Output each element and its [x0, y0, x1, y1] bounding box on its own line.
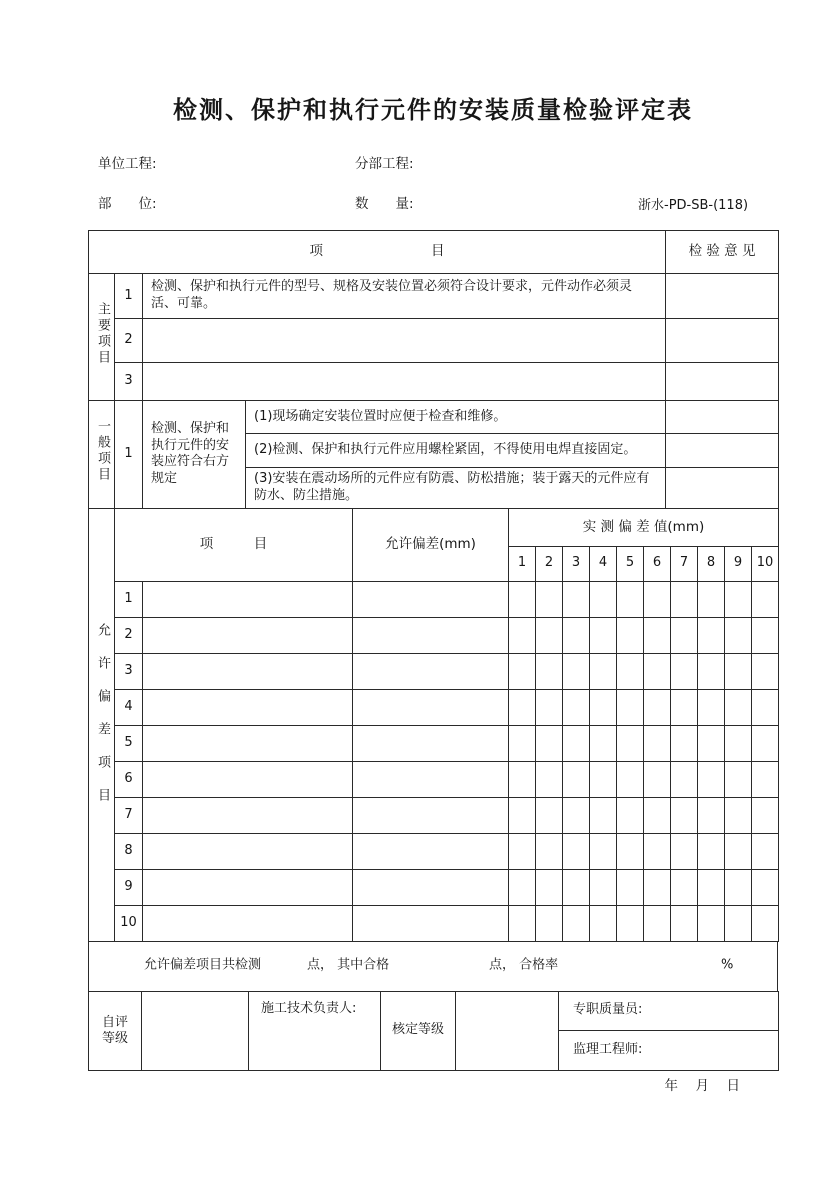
- summary-row: [89, 941, 778, 991]
- unit-project-label: 单位工程:: [98, 156, 157, 172]
- measure-cell: [671, 581, 698, 617]
- measure-cell: [752, 689, 779, 725]
- allowed-deviation-header: 允许偏差(mm): [353, 508, 509, 581]
- measure-cell: [725, 833, 752, 869]
- deviation-item-header: 项 目: [115, 508, 353, 581]
- summary-text-4: %: [721, 957, 734, 973]
- measure-cell: [509, 689, 536, 725]
- opinion-cell: [666, 274, 779, 319]
- allowed-deviation-cell: [353, 689, 509, 725]
- measure-cell: [536, 833, 563, 869]
- measure-col-header: 5: [617, 546, 644, 581]
- measure-cell: [671, 869, 698, 905]
- measure-cell: [671, 689, 698, 725]
- measure-cell: [752, 617, 779, 653]
- measure-cell: [698, 833, 725, 869]
- measured-deviation-header: 实 测 偏 差 值(mm): [509, 508, 779, 546]
- measure-cell: [563, 833, 590, 869]
- measure-cell: [671, 761, 698, 797]
- measure-cell: [752, 725, 779, 761]
- measure-cell: [671, 653, 698, 689]
- general-items-table: [88, 400, 779, 509]
- measure-cell: [563, 797, 590, 833]
- deviation-row-number: 5: [115, 725, 143, 761]
- deviation-item-cell: [143, 833, 353, 869]
- measure-cell: [725, 617, 752, 653]
- self-grade-label: 自评 等级: [89, 991, 142, 1070]
- measure-cell: [671, 833, 698, 869]
- measure-cell: [590, 905, 617, 941]
- measure-cell: [563, 725, 590, 761]
- measure-cell: [617, 725, 644, 761]
- deviation-row-number: 8: [115, 833, 143, 869]
- general-row-number: 1: [115, 401, 143, 509]
- allowed-deviation-cell: [353, 761, 509, 797]
- measure-col-header: 2: [536, 546, 563, 581]
- measure-cell: [617, 833, 644, 869]
- page-title: 检测、保护和执行元件的安装质量检验评定表: [173, 96, 693, 124]
- supervisor-label: 监理工程师:: [559, 1030, 779, 1070]
- deviation-row-number: 10: [115, 905, 143, 941]
- measure-cell: [563, 581, 590, 617]
- measure-cell: [617, 653, 644, 689]
- main-row-text: 检测、保护和执行元件的型号、规格及安装位置必须符合设计要求，元件动作必须灵活、可靠。: [143, 274, 666, 319]
- measure-cell: [536, 761, 563, 797]
- measure-cell: [671, 905, 698, 941]
- quantity-label: 数 量:: [355, 196, 414, 212]
- measure-col-header: 3: [563, 546, 590, 581]
- measure-cell: [644, 689, 671, 725]
- measure-cell: [509, 725, 536, 761]
- measure-cell: [509, 761, 536, 797]
- measure-cell: [644, 905, 671, 941]
- measure-cell: [563, 905, 590, 941]
- main-row-number: 3: [115, 363, 143, 401]
- measure-cell: [536, 725, 563, 761]
- allowed-deviation-cell: [353, 617, 509, 653]
- measure-cell: [617, 905, 644, 941]
- deviation-item-cell: [143, 869, 353, 905]
- deviation-row-number: 9: [115, 869, 143, 905]
- general-section-label: 一般项目: [89, 401, 115, 509]
- opinion-cell: [666, 401, 779, 434]
- measure-cell: [563, 869, 590, 905]
- measure-cell: [671, 617, 698, 653]
- opinion-cell: [666, 319, 779, 363]
- measure-cell: [590, 689, 617, 725]
- measure-cell: [617, 797, 644, 833]
- opinion-column-header: 检 验 意 见: [666, 231, 779, 274]
- summary-table: [88, 941, 778, 992]
- general-sub-item: (3)安装在震动场所的元件应有防震、防松措施；装于露天的元件应有防水、防尘措施。: [246, 468, 666, 509]
- deviation-item-cell: [143, 725, 353, 761]
- measure-cell: [725, 869, 752, 905]
- deviation-item-cell: [143, 689, 353, 725]
- measure-cell: [698, 617, 725, 653]
- main-items-table: [88, 230, 779, 401]
- deviation-item-cell: [143, 653, 353, 689]
- measure-cell: [536, 869, 563, 905]
- measure-cell: [536, 581, 563, 617]
- measure-cell: [590, 653, 617, 689]
- deviation-row-number: 2: [115, 617, 143, 653]
- measure-cell: [509, 581, 536, 617]
- measure-cell: [752, 653, 779, 689]
- deviation-item-cell: [143, 761, 353, 797]
- summary-text-1: 允许偏差项目共检测: [144, 957, 262, 973]
- tech-lead-label: 施工技术负责人:: [249, 991, 381, 1070]
- main-row-number: 1: [115, 274, 143, 319]
- measure-cell: [590, 725, 617, 761]
- measure-cell: [644, 725, 671, 761]
- main-section-label: 主要项目: [89, 274, 115, 401]
- main-row-text: [143, 363, 666, 401]
- allowed-deviation-cell: [353, 797, 509, 833]
- deviation-row-number: 1: [115, 581, 143, 617]
- deviation-table: [88, 508, 779, 942]
- deviation-row-number: 4: [115, 689, 143, 725]
- measure-cell: [725, 581, 752, 617]
- main-row-text: [143, 319, 666, 363]
- opinion-cell: [666, 434, 779, 468]
- allowed-deviation-cell: [353, 869, 509, 905]
- measure-cell: [617, 869, 644, 905]
- quality-officer-label: 专职质量员:: [559, 991, 779, 1030]
- opinion-cell: [666, 363, 779, 401]
- measure-cell: [644, 581, 671, 617]
- measure-cell: [698, 869, 725, 905]
- deviation-item-cell: [143, 905, 353, 941]
- measure-cell: [752, 869, 779, 905]
- measure-cell: [536, 905, 563, 941]
- measure-col-header: 1: [509, 546, 536, 581]
- measure-col-header: 8: [698, 546, 725, 581]
- deviation-row-number: 6: [115, 761, 143, 797]
- measure-cell: [752, 797, 779, 833]
- measure-cell: [644, 653, 671, 689]
- summary-text-2: 点， 其中合格: [307, 957, 390, 973]
- allowed-deviation-cell: [353, 581, 509, 617]
- general-sub-item: (1)现场确定安装位置时应便于检查和维修。: [246, 401, 666, 434]
- measure-cell: [671, 797, 698, 833]
- measure-cell: [617, 617, 644, 653]
- deviation-item-cell: [143, 617, 353, 653]
- inspection-table: [88, 230, 778, 1071]
- measure-cell: [617, 581, 644, 617]
- measure-cell: [698, 689, 725, 725]
- measure-cell: [590, 833, 617, 869]
- summary-text-3: 点， 合格率: [489, 957, 559, 973]
- general-row-desc: 检测、保护和执行元件的安装应符合右方规定: [143, 401, 246, 509]
- measure-cell: [617, 761, 644, 797]
- measure-cell: [509, 905, 536, 941]
- measure-cell: [725, 653, 752, 689]
- allowed-deviation-cell: [353, 725, 509, 761]
- measure-cell: [644, 869, 671, 905]
- deviation-item-cell: [143, 797, 353, 833]
- measure-cell: [644, 617, 671, 653]
- measure-cell: [563, 617, 590, 653]
- allowed-deviation-cell: [353, 653, 509, 689]
- measure-cell: [752, 833, 779, 869]
- measure-cell: [725, 905, 752, 941]
- measure-cell: [725, 797, 752, 833]
- measure-cell: [536, 797, 563, 833]
- deviation-item-cell: [143, 581, 353, 617]
- measure-cell: [536, 617, 563, 653]
- allowed-deviation-cell: [353, 905, 509, 941]
- measure-cell: [509, 797, 536, 833]
- form-code: 浙水-PD-SB-(118): [638, 198, 749, 213]
- measure-cell: [644, 761, 671, 797]
- measure-cell: [509, 833, 536, 869]
- main-row-number: 2: [115, 319, 143, 363]
- measure-cell: [725, 689, 752, 725]
- measure-cell: [671, 725, 698, 761]
- measure-cell: [644, 797, 671, 833]
- measure-cell: [536, 653, 563, 689]
- measure-cell: [752, 761, 779, 797]
- measure-cell: [698, 581, 725, 617]
- measure-cell: [698, 761, 725, 797]
- measure-cell: [752, 581, 779, 617]
- measure-cell: [590, 869, 617, 905]
- deviation-row-number: 3: [115, 653, 143, 689]
- measure-cell: [509, 869, 536, 905]
- measure-col-header: 10: [752, 546, 779, 581]
- opinion-cell: [666, 468, 779, 509]
- measure-cell: [590, 617, 617, 653]
- measure-cell: [509, 617, 536, 653]
- measure-cell: [725, 761, 752, 797]
- measure-cell: [698, 725, 725, 761]
- measure-cell: [563, 689, 590, 725]
- measure-cell: [563, 653, 590, 689]
- measure-cell: [644, 833, 671, 869]
- measure-cell: [536, 689, 563, 725]
- verify-grade-value-cell: [456, 991, 559, 1070]
- measure-cell: [725, 725, 752, 761]
- general-sub-item: (2)检测、保护和执行元件应用螺栓紧固，不得使用电焊直接固定。: [246, 434, 666, 468]
- measure-cell: [698, 905, 725, 941]
- self-grade-value-cell: [142, 991, 249, 1070]
- part-label: 部 位:: [98, 196, 157, 212]
- measure-col-header: 6: [644, 546, 671, 581]
- measure-cell: [698, 797, 725, 833]
- allowed-deviation-cell: [353, 833, 509, 869]
- measure-cell: [509, 653, 536, 689]
- measure-cell: [752, 905, 779, 941]
- measure-cell: [590, 581, 617, 617]
- measure-cell: [698, 653, 725, 689]
- measure-col-header: 9: [725, 546, 752, 581]
- deviation-section-label: 允许偏差项目: [89, 508, 115, 941]
- measure-cell: [590, 761, 617, 797]
- deviation-row-number: 7: [115, 797, 143, 833]
- verify-grade-label: 核定等级: [381, 991, 456, 1070]
- date-line: 年 月 日: [664, 1078, 742, 1094]
- measure-col-header: 4: [590, 546, 617, 581]
- item-column-header: 项 目: [89, 231, 666, 274]
- measure-cell: [590, 797, 617, 833]
- measure-col-header: 7: [671, 546, 698, 581]
- measure-cell: [563, 761, 590, 797]
- measure-cell: [617, 689, 644, 725]
- division-project-label: 分部工程:: [355, 156, 414, 172]
- signature-table: [88, 991, 779, 1071]
